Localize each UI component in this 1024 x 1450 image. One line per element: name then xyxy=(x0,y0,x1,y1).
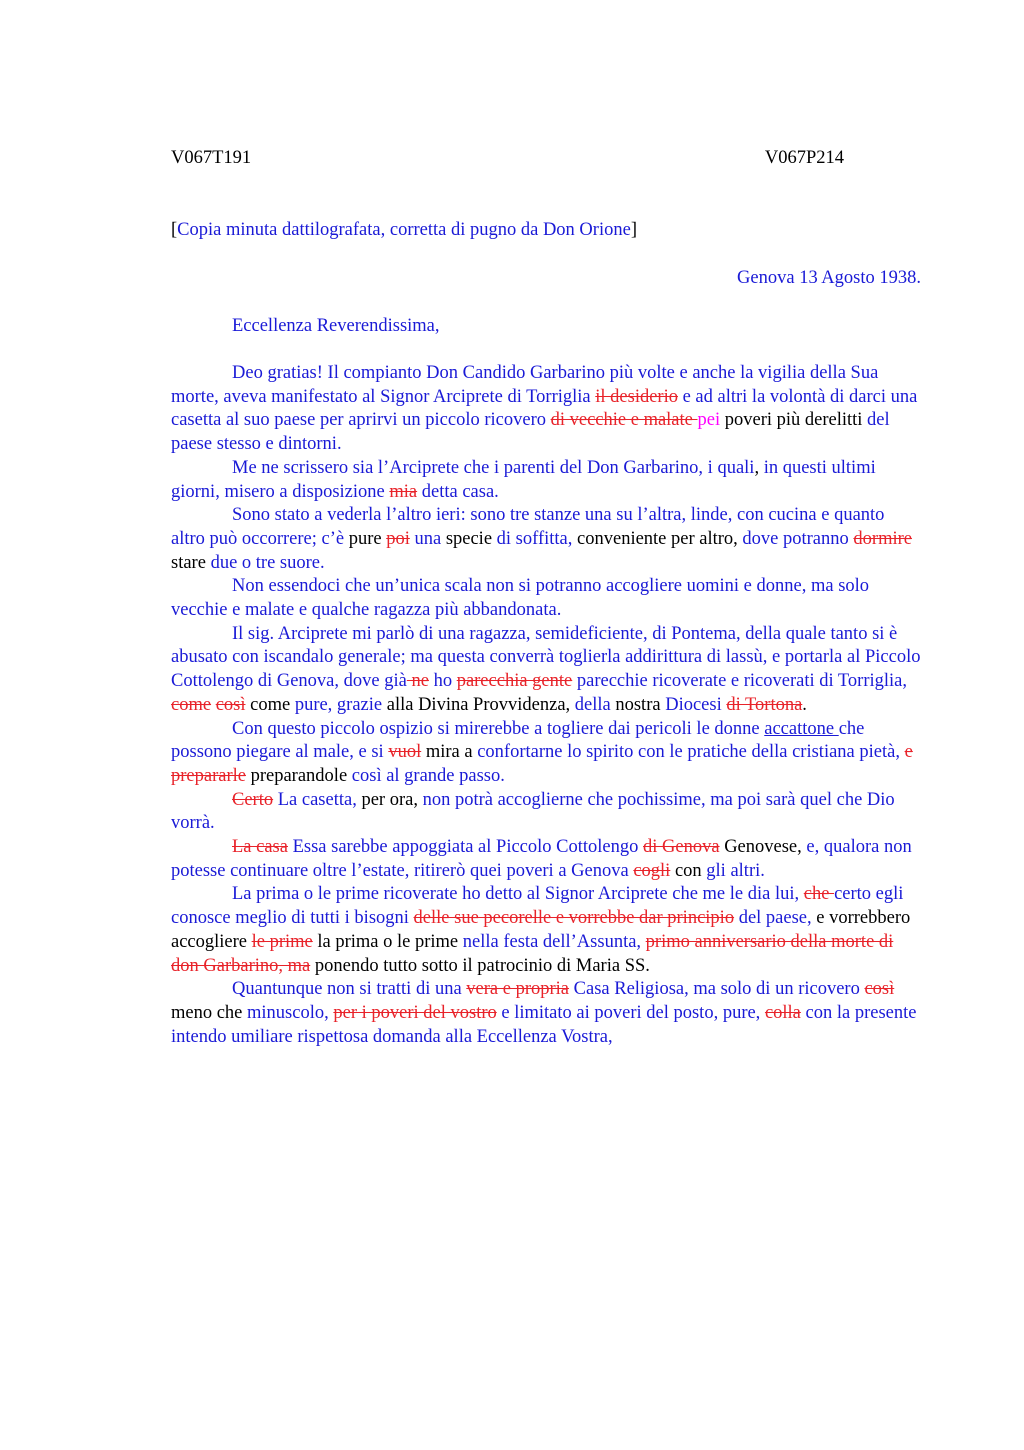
letter-paragraph xyxy=(171,718,921,789)
deleted-text: parecchia gente xyxy=(456,671,573,692)
deleted-text: cogli xyxy=(633,860,671,881)
added-text: confortarne lo spirito con le pratiche della cristiana pietà, xyxy=(477,742,905,763)
added-text: in questi ultimi giorni, misero a disposizione xyxy=(171,457,876,502)
letter-paragraph xyxy=(171,836,921,883)
document-codes xyxy=(171,146,844,170)
original-text: ponendo tutto sotto il patrocinio di Maria SS. xyxy=(310,955,650,976)
original-text: meno che xyxy=(171,1002,248,1023)
right-document-code: V067P214 xyxy=(764,148,844,168)
left-document-code: V067T191 xyxy=(171,148,252,168)
letter-date: Genova 13 Agosto 1938. xyxy=(737,268,921,288)
letter-paragraph xyxy=(171,362,921,457)
added-text: parecchie ricoverate e ricoverati di Torriglia, xyxy=(572,671,908,692)
added-text: del paese, xyxy=(734,908,817,929)
added-text: Deo gratias! Il compianto Don Candido Garbarino più volte e anche la vigilia della Sua morte, aveva manifestato al Signor Arciprete di Torriglia xyxy=(171,363,879,407)
original-text: pure xyxy=(348,528,387,549)
note-text: Copia minuta dattilografata, corretta di pugno da Don Orione xyxy=(177,220,631,240)
letter-salutation: Eccellenza Reverendissima, xyxy=(232,316,440,336)
underlined-text: accattone xyxy=(764,718,839,739)
deleted-text: colla xyxy=(764,1002,801,1023)
deleted-text: mia xyxy=(389,481,418,502)
original-text: poveri più derelitti xyxy=(720,410,868,431)
added-text: pure, grazie xyxy=(294,694,387,715)
added-text: così al grande passo. xyxy=(351,765,505,786)
original-text: mira a xyxy=(421,742,478,763)
letter-paragraph xyxy=(171,789,921,836)
deleted-text: di vecchie e malate xyxy=(550,410,698,431)
added-text: che possono piegare al male, e si xyxy=(171,718,865,763)
added-text: Quantunque non si tratti di una xyxy=(232,979,467,1000)
editorial-note xyxy=(171,218,921,242)
deleted-text: di Tortona xyxy=(726,694,803,715)
deleted-text: così xyxy=(864,979,895,1000)
note-open-bracket: [ xyxy=(171,220,178,240)
deleted-text: di Genova xyxy=(643,837,720,858)
added-text: non potrà accoglierne che pochissime, ma poi sarà quel che Dio vorrà. xyxy=(171,789,895,834)
added-text: ho xyxy=(428,671,457,692)
added-text: Me ne scrissero sia l’Arciprete che i parenti del Don Garbarino, i quali xyxy=(232,457,755,478)
added-text: della xyxy=(574,694,616,715)
deleted-text: vuol xyxy=(388,742,422,763)
deleted-text: ne xyxy=(406,671,429,692)
deleted-text: per i poveri del vostro xyxy=(333,1002,497,1023)
added-text: e limitato ai poveri del posto, pure, xyxy=(496,1002,765,1023)
added-text: gli altri. xyxy=(706,860,765,881)
deleted-text: Certo xyxy=(232,789,274,810)
original-text: con xyxy=(670,860,707,881)
original-text: . xyxy=(802,694,807,715)
deleted-text: il desiderio xyxy=(595,386,678,407)
note-close-bracket: ] xyxy=(630,220,637,240)
letter-body xyxy=(171,362,921,1049)
added-text: del paese stesso e dintorni. xyxy=(171,410,890,455)
deleted-text: delle sue pecorelle e vorrebbe dar principio xyxy=(413,908,735,929)
added-text: di soffitta, xyxy=(496,528,578,549)
original-text: e vorrebbero accogliere xyxy=(171,908,911,952)
added-text: certo egli conosce meglio di tutti i bisogni xyxy=(171,884,904,929)
added-text: nella festa dell’Assunta, xyxy=(462,931,646,952)
deleted-text: La casa xyxy=(232,837,288,858)
added-text: Il sig. Arciprete mi parlò di una ragazza, semideficiente, di Pontema, della quale tanto si è abusato con iscandalo generale; ma questa converrà toglierla addirittura di lassù, e portarla al Piccolo Cottolengo di Genova, dove già xyxy=(171,623,921,692)
added-text: e ad altri la volontà di darci una casetta al suo paese per aprirvi un piccolo ricovero xyxy=(171,386,918,431)
letter-paragraph xyxy=(171,883,921,978)
original-text: Genovese, xyxy=(719,837,807,858)
added-text: una xyxy=(409,528,446,549)
original-text: stare xyxy=(171,552,211,573)
deleted-text: le prime xyxy=(251,931,313,952)
document-page xyxy=(171,146,921,1049)
added-text: Con questo piccolo ospizio si mirerebbe a togliere dai pericoli le donne xyxy=(232,718,765,739)
deleted-text: e prepararle xyxy=(171,742,913,786)
letter-paragraph xyxy=(171,457,921,504)
added-text: e, qualora non potesse continuare oltre l’estate, ritirerò quei poveri a Genova xyxy=(171,837,912,881)
added-text: due o tre suore. xyxy=(210,552,325,573)
original-text: per ora, xyxy=(361,789,423,810)
original-text: conveniente per altro, xyxy=(577,528,743,549)
original-text: specie xyxy=(445,528,497,549)
original-text: la prima o le prime xyxy=(312,931,463,952)
added-text: Non essendoci che un’unica scala non si potranno accogliere uomini e donne, ma solo vecchie e malate e qualche ragazza più abbandonata. xyxy=(171,576,870,621)
deleted-text: vera e propria xyxy=(466,979,570,1000)
added-text: La prima o le prime ricoverate ho detto al Signor Arciprete che me le dia lui, xyxy=(232,884,804,905)
highlighted-text: pei xyxy=(697,410,721,431)
added-text: Casa Religiosa, ma solo di un ricovero xyxy=(569,979,865,1000)
deleted-text: così xyxy=(215,694,246,715)
added-text: Sono stato a vederla l’altro ieri: sono tre stanze una su l’altra, linde, con cucina e quanto altro può occorrere; c’è xyxy=(171,505,885,549)
added-text: minuscolo, xyxy=(247,1002,334,1023)
deleted-text: poi xyxy=(386,528,410,549)
added-text: Essa sarebbe appoggiata al Piccolo Cottolengo xyxy=(287,837,643,858)
added-text: La casetta, xyxy=(273,789,362,810)
letter-paragraph xyxy=(171,978,921,1049)
letter-paragraph xyxy=(171,504,921,575)
original-text: nostra xyxy=(615,694,666,715)
original-text: come xyxy=(245,694,295,715)
added-text: con la presente intendo umiliare rispettosa domanda alla Eccellenza Vostra, xyxy=(171,1002,917,1047)
original-text: , xyxy=(754,457,764,478)
deleted-text: come xyxy=(171,694,212,715)
added-text: Diocesi xyxy=(665,694,727,715)
deleted-text: che xyxy=(803,884,835,905)
deleted-text: primo anniversario della morte di don Garbarino, ma xyxy=(171,931,894,976)
deleted-text: dormire xyxy=(853,528,912,549)
original-text: alla Divina Provvidenza, xyxy=(386,694,575,715)
original-text: preparandole xyxy=(245,765,352,786)
added-text: dove potranno xyxy=(742,528,854,549)
letter-paragraph xyxy=(171,623,921,718)
added-text: detta casa. xyxy=(417,481,499,502)
letter-paragraph xyxy=(171,575,921,622)
